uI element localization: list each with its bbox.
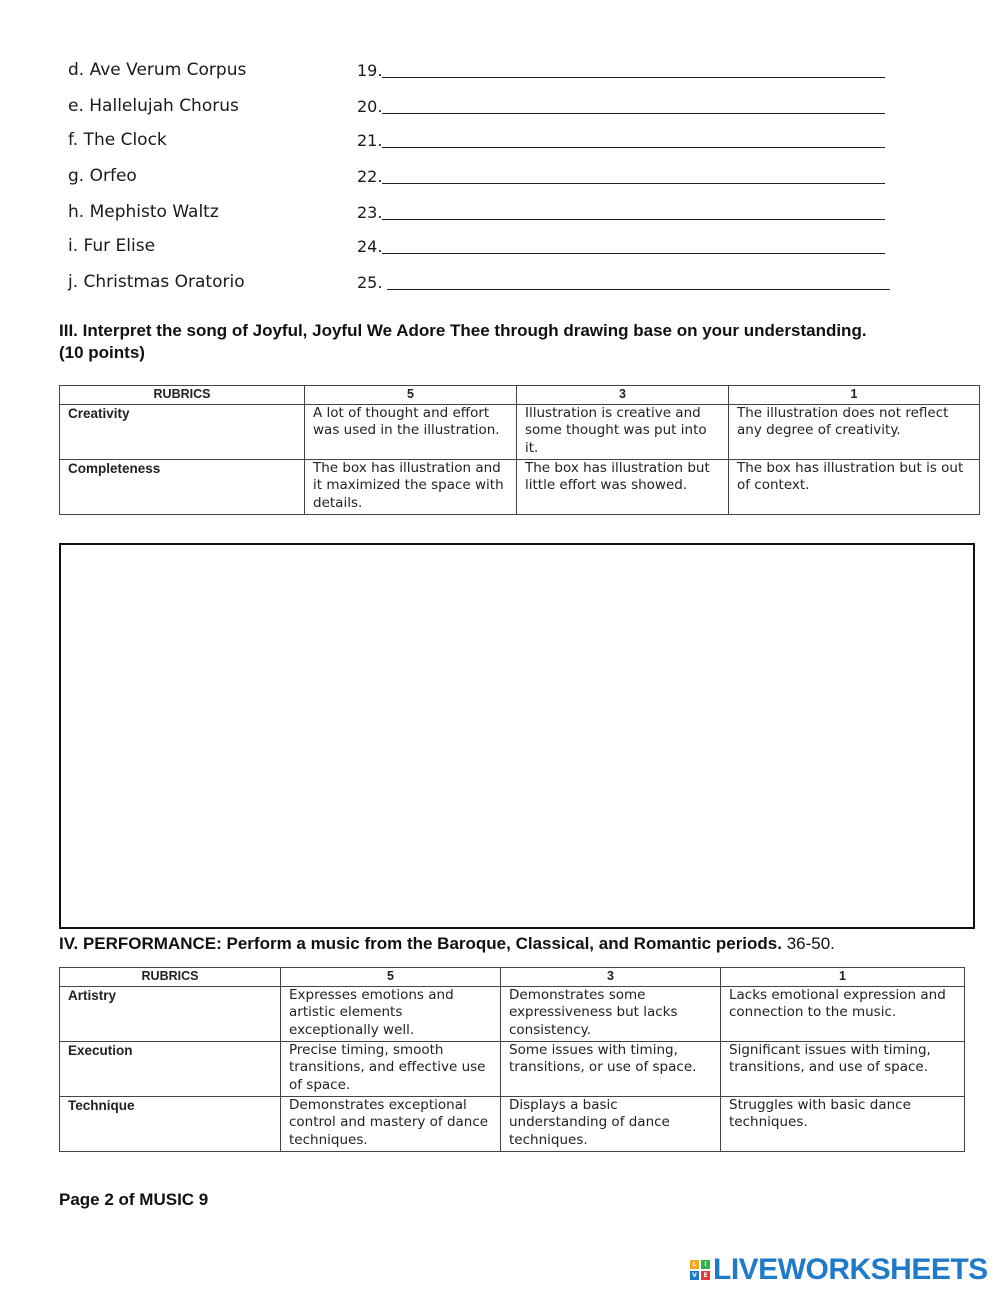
choice-e: e. Hallelujah Chorus — [68, 96, 239, 116]
rubric-header-criteria: RUBRICS — [60, 968, 281, 987]
rubric-header-3: 3 — [501, 968, 721, 987]
rubric-cell-1: Lacks emotional expression and connection to the music. — [721, 986, 965, 1041]
table-row — [60, 404, 980, 459]
choice-g: g. Orfeo — [68, 166, 137, 186]
choice-j: j. Christmas Oratorio — [68, 272, 245, 292]
answer-number-23: 23. — [357, 203, 383, 222]
rubric-cell-3: The box has illustration but little effort was showed. — [517, 459, 729, 514]
answer-number-25: 25. — [357, 273, 383, 292]
answer-number-21: 21. — [357, 131, 383, 150]
performance-rubric-table — [59, 967, 965, 1152]
answer-number-19: 19. — [357, 61, 383, 80]
rubric-header-row — [60, 968, 965, 987]
rubric-cell-3: Displays a basic understanding of dance techniques. — [501, 1096, 721, 1151]
section-3-title-line1: III. Interpret the song of Joyful, Joyful We Adore Thee through drawing base on your understanding. — [59, 321, 867, 340]
answer-number-24: 24. — [357, 237, 383, 256]
logo-block-i: I — [701, 1260, 710, 1269]
choice-d: d. Ave Verum Corpus — [68, 60, 247, 80]
logo-text: LIVEWORKSHEETS — [713, 1253, 988, 1286]
logo-block-e: E — [701, 1271, 710, 1280]
rubric-cell-1: The box has illustration but is out of context. — [729, 459, 980, 514]
section-4-title — [59, 933, 835, 955]
table-row — [60, 1041, 965, 1096]
rubric-header-criteria: RUBRICS — [60, 386, 305, 405]
answer-blank-19[interactable] — [382, 77, 885, 78]
rubric-cell-1: The illustration does not reflect any degree of creativity. — [729, 404, 980, 459]
answer-blank-24[interactable] — [382, 253, 885, 254]
rubric-header-5: 5 — [281, 968, 501, 987]
answer-number-20: 20. — [357, 97, 383, 116]
logo-blocks-icon — [690, 1260, 710, 1280]
rubric-cell-5: Expresses emotions and artistic elements exceptionally well. — [281, 986, 501, 1041]
table-row — [60, 459, 980, 514]
drawing-box[interactable] — [59, 543, 975, 929]
rubric-header-5: 5 — [305, 386, 517, 405]
choice-i: i. Fur Elise — [68, 236, 156, 256]
answer-blank-23[interactable] — [382, 219, 885, 220]
rubric-cell-3: Illustration is creative and some thought was put into it. — [517, 404, 729, 459]
rubric-cell-1: Significant issues with timing, transitions, and use of space. — [721, 1041, 965, 1096]
answer-blank-20[interactable] — [382, 113, 885, 114]
rubric-cell-5: The box has illustration and it maximized the space with details. — [305, 459, 517, 514]
answer-number-22: 22. — [357, 167, 383, 186]
rubric-criterion: Execution — [60, 1041, 281, 1096]
rubric-header-1: 1 — [721, 968, 965, 987]
table-row — [60, 986, 965, 1041]
rubric-criterion: Artistry — [60, 986, 281, 1041]
section-4-title-items: 36-50. — [781, 934, 835, 953]
answer-blank-25[interactable] — [387, 289, 890, 290]
section-3-title — [59, 320, 867, 364]
rubric-cell-5: A lot of thought and effort was used in the illustration. — [305, 404, 517, 459]
rubric-cell-1: Struggles with basic dance techniques. — [721, 1096, 965, 1151]
choice-h: h. Mephisto Waltz — [68, 202, 219, 222]
table-row — [60, 1096, 965, 1151]
rubric-header-1: 1 — [729, 386, 980, 405]
rubric-cell-3: Some issues with timing, transitions, or use of space. — [501, 1041, 721, 1096]
rubric-header-3: 3 — [517, 386, 729, 405]
rubric-header-row — [60, 386, 980, 405]
rubric-criterion: Technique — [60, 1096, 281, 1151]
page-footer: Page 2 of MUSIC 9 — [59, 1190, 209, 1209]
section-3-title-line2: (10 points) — [59, 343, 145, 362]
rubric-cell-5: Precise timing, smooth transitions, and effective use of space. — [281, 1041, 501, 1096]
rubric-criterion: Completeness — [60, 459, 305, 514]
rubric-cell-5: Demonstrates exceptional control and mastery of dance techniques. — [281, 1096, 501, 1151]
section-4-title-bold: IV. PERFORMANCE: Perform a music from the Baroque, Classical, and Romantic periods. — [59, 934, 782, 953]
rubric-criterion: Creativity — [60, 404, 305, 459]
logo-block-v: V — [690, 1271, 699, 1280]
answer-blank-21[interactable] — [382, 147, 885, 148]
drawing-rubric-table — [59, 385, 980, 515]
choice-f: f. The Clock — [68, 130, 167, 150]
logo-block-l: L — [690, 1260, 699, 1269]
answer-blank-22[interactable] — [382, 183, 885, 184]
rubric-cell-3: Demonstrates some expressiveness but lacks consistency. — [501, 986, 721, 1041]
liveworksheets-logo[interactable] — [690, 1253, 988, 1287]
